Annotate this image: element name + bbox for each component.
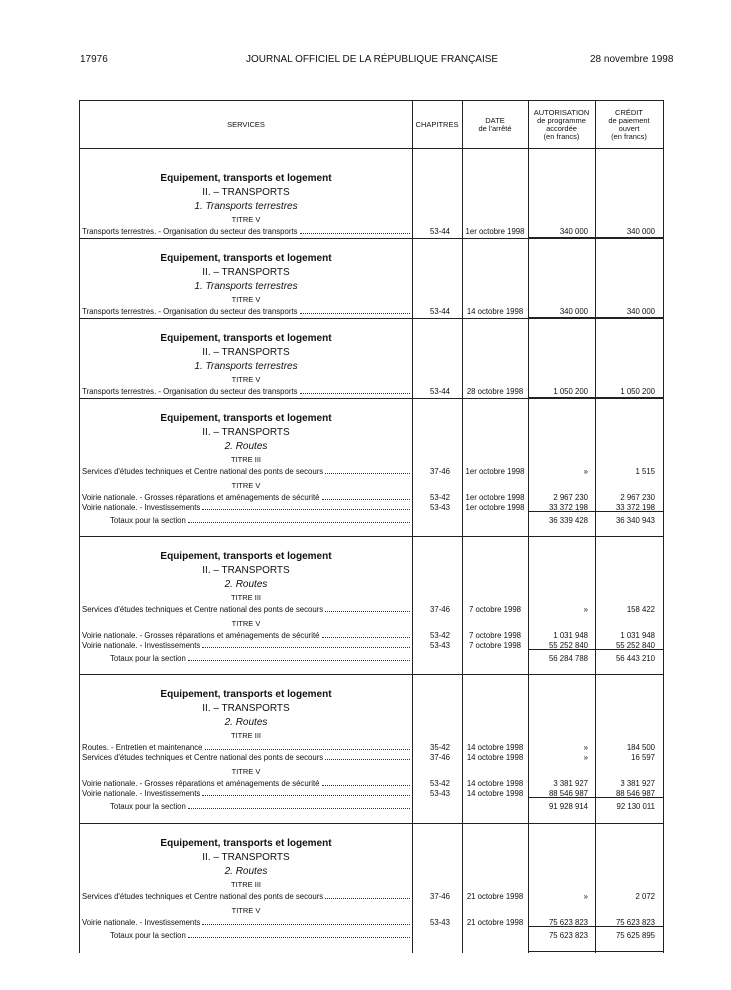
chapitre-cell: 53-43: [430, 503, 450, 512]
subsection-heading: [80, 361, 412, 372]
titre-heading: TITRE V: [231, 215, 261, 224]
total-credit-cell: 92 130 011: [616, 802, 655, 811]
section-separator: [80, 674, 663, 675]
dot-leader: [202, 641, 410, 648]
section-heading: II. – TRANSPORTS: [202, 703, 290, 714]
dot-leader: [188, 931, 410, 938]
chapitre-cell: 53-42: [430, 493, 450, 502]
row-label: Voirie nationale. - Grosses réparations et aménagements de sécurité: [82, 493, 320, 502]
row-label: Totaux pour la section: [110, 931, 186, 940]
service-row-label: [82, 467, 410, 476]
autorisation-cell: »: [583, 467, 588, 476]
subsection-text: 1. Transports terrestres: [194, 361, 298, 372]
section-heading: II. – TRANSPORTS: [202, 565, 290, 576]
total-credit-cell: 36 340 943: [615, 516, 655, 525]
chapitre-cell: 53-44: [430, 227, 450, 236]
total-autorisation-cell: 56 284 788: [548, 654, 588, 663]
autorisation-cell: »: [583, 743, 588, 752]
dot-leader: [325, 467, 410, 474]
total-credit-cell: 56 443 210: [615, 654, 655, 663]
service-row-label: [82, 743, 410, 752]
service-row-label: [82, 493, 410, 502]
autorisation-cell: »: [583, 892, 588, 901]
titre-heading: TITRE V: [231, 375, 261, 384]
dot-leader: [325, 605, 410, 612]
autorisation-cell: 2 967 230: [553, 493, 588, 502]
credit-cell: 1 515: [635, 467, 655, 476]
titre-heading: TITRE V: [231, 767, 261, 776]
date-cell: 21 octobre 1998: [466, 892, 524, 901]
dot-leader: [202, 503, 410, 510]
column-divider: [412, 101, 413, 953]
column-header-autorisation: AUTORISATION de programme accordée (en francs): [533, 107, 590, 141]
date-cell: 21 octobre 1998: [466, 918, 524, 927]
chapitre-cell: 53-44: [430, 307, 450, 316]
row-label: Services d'études techniques et Centre national des ponts de secours: [82, 605, 324, 614]
row-label: Voirie nationale. - Grosses réparations et aménagements de sécurité: [82, 779, 320, 788]
issue-date: 28 novembre 1998: [590, 54, 674, 65]
header-rule: [80, 148, 663, 149]
subsection-text: 2. Routes: [224, 441, 268, 452]
section-separator: [80, 536, 663, 537]
dot-leader: [202, 789, 410, 796]
ministry-heading: Equipement, transports et logement: [160, 173, 332, 184]
row-label: Totaux pour la section: [110, 516, 186, 525]
ministry-heading: Equipement, transports et logement: [160, 551, 332, 562]
service-row-label: [82, 387, 410, 396]
credit-cell: 184 500: [626, 743, 655, 752]
titre-heading: TITRE V: [231, 619, 261, 628]
column-header-date: DATE de l'arrêté: [478, 115, 512, 133]
service-row-label: [82, 892, 410, 901]
date-cell: 1er octobre 1998: [465, 227, 525, 236]
row-label: Voirie nationale. - Investissements: [82, 789, 201, 798]
credit-cell: 33 372 198: [615, 503, 655, 512]
credit-cell: 3 381 927: [620, 779, 655, 788]
totals-row: [110, 931, 410, 940]
ministry-heading: Equipement, transports et logement: [160, 838, 332, 849]
subsection-heading: [80, 201, 412, 212]
credit-cell: 2 967 230: [620, 493, 655, 502]
row-label: Services d'études techniques et Centre national des ponts de secours: [82, 467, 324, 476]
service-row-label: [82, 227, 410, 236]
total-autorisation-cell: 75 623 823: [548, 931, 588, 940]
ministry-heading: Equipement, transports et logement: [160, 689, 332, 700]
titre-heading: TITRE V: [231, 906, 261, 915]
row-label: Transports terrestres. - Organisation du secteur des transports: [82, 307, 298, 316]
credit-cell: 1 031 948: [620, 631, 655, 640]
dot-leader: [188, 654, 410, 661]
credit-cell: 340 000: [626, 227, 655, 236]
row-label: Voirie nationale. - Investissements: [82, 918, 201, 927]
row-label: Services d'études techniques et Centre national des ponts de secours: [82, 892, 324, 901]
date-cell: 1er octobre 1998: [465, 467, 525, 476]
dot-leader: [322, 779, 410, 786]
credit-cell: 55 252 840: [615, 641, 655, 650]
row-label: Totaux pour la section: [110, 802, 186, 811]
date-cell: 14 octobre 1998: [466, 789, 524, 798]
totals-row: [110, 802, 410, 811]
dot-leader: [322, 493, 410, 500]
total-autorisation-cell: 91 928 914: [548, 802, 588, 811]
section-separator: [80, 238, 663, 239]
total-credit-cell: 75 625 895: [615, 931, 655, 940]
chapitre-cell: 37-46: [430, 467, 450, 476]
titre-heading: TITRE III: [231, 593, 261, 602]
autorisation-cell: 340 000: [559, 227, 588, 236]
dot-leader: [322, 631, 410, 638]
autorisation-cell: 340 000: [559, 307, 588, 316]
credit-cell: 75 623 823: [615, 918, 655, 927]
totals-row: [110, 654, 410, 663]
titre-heading: TITRE III: [231, 880, 261, 889]
service-row-label: [82, 605, 410, 614]
autorisation-cell: 55 252 840: [548, 641, 588, 650]
ministry-heading: Equipement, transports et logement: [160, 253, 332, 264]
dot-leader: [300, 227, 410, 234]
subsection-text: 2. Routes: [224, 866, 268, 877]
totals-row: [110, 516, 410, 525]
row-label: Voirie nationale. - Grosses réparations et aménagements de sécurité: [82, 631, 320, 640]
row-label: Voirie nationale. - Investissements: [82, 641, 201, 650]
section-heading: II. – TRANSPORTS: [202, 267, 290, 278]
dot-leader: [188, 516, 410, 523]
service-row-label: [82, 753, 410, 762]
titre-heading: TITRE III: [231, 731, 261, 740]
date-cell: 14 octobre 1998: [466, 753, 524, 762]
date-cell: 1er octobre 1998: [465, 493, 525, 502]
service-row-label: [82, 789, 410, 798]
row-label: Totaux pour la section: [110, 654, 186, 663]
dot-leader: [325, 753, 410, 760]
column-header-services: SERVICES: [227, 119, 265, 129]
subsection-heading: [80, 866, 412, 877]
dot-leader: [300, 307, 410, 314]
subsection-text: 1. Transports terrestres: [194, 201, 298, 212]
subsection-heading: [80, 281, 412, 292]
credit-cell: 340 000: [626, 307, 655, 316]
subtotal-rule: [528, 511, 663, 512]
subtotal-rule: [528, 649, 663, 650]
chapitre-cell: 53-42: [430, 631, 450, 640]
column-header-chapitres: CHAPITRES: [415, 119, 459, 129]
date-cell: 7 octobre 1998: [468, 631, 522, 640]
page-number: 17976: [80, 54, 108, 65]
autorisation-cell: 88 546 987: [548, 789, 588, 798]
journal-title: JOURNAL OFFICIEL DE LA RÉPUBLIQUE FRANÇAISE: [246, 54, 499, 65]
subsection-heading: [80, 717, 412, 728]
credit-cell: 1 050 200: [620, 387, 655, 396]
service-row-label: [82, 631, 410, 640]
autorisation-cell: »: [583, 605, 588, 614]
credit-cell: 158 422: [626, 605, 655, 614]
service-row-label: [82, 307, 410, 316]
section-heading: II. – TRANSPORTS: [202, 852, 290, 863]
dot-leader: [300, 387, 410, 394]
row-label: Voirie nationale. - Investissements: [82, 503, 201, 512]
dot-leader: [188, 802, 410, 809]
autorisation-cell: 1 031 948: [553, 631, 588, 640]
ministry-heading: Equipement, transports et logement: [160, 413, 332, 424]
service-row-label: [82, 918, 410, 927]
section-heading: II. – TRANSPORTS: [202, 187, 290, 198]
service-row-label: [82, 641, 410, 650]
dot-leader: [202, 918, 410, 925]
section-heading: II. – TRANSPORTS: [202, 427, 290, 438]
titre-heading: TITRE V: [231, 481, 261, 490]
chapitre-cell: 37-46: [430, 753, 450, 762]
subtotal-rule: [528, 797, 663, 798]
date-cell: 14 octobre 1998: [466, 307, 524, 316]
chapitre-cell: 53-43: [430, 641, 450, 650]
service-row-label: [82, 503, 410, 512]
credits-table: [79, 100, 664, 953]
credit-cell: 88 546 987: [615, 789, 655, 798]
ministry-heading: Equipement, transports et logement: [160, 333, 332, 344]
subsection-heading: [80, 579, 412, 590]
dot-leader: [325, 892, 410, 899]
row-label: Services d'études techniques et Centre national des ponts de secours: [82, 753, 324, 762]
total-autorisation-cell: 36 339 428: [548, 516, 588, 525]
chapitre-cell: 53-42: [430, 779, 450, 788]
section-separator: [80, 398, 663, 399]
chapitre-cell: 53-43: [430, 918, 450, 927]
section-separator: [80, 823, 663, 824]
credit-cell: 16 597: [631, 753, 655, 762]
column-header-credit: CRÉDIT de paiement ouvert (en francs): [608, 107, 650, 141]
row-label: Routes. - Entretien et maintenance: [82, 743, 203, 752]
row-label: Transports terrestres. - Organisation du secteur des transports: [82, 227, 298, 236]
subsection-text: 1. Transports terrestres: [194, 281, 298, 292]
chapitre-cell: 37-46: [430, 605, 450, 614]
autorisation-cell: 3 381 927: [553, 779, 588, 788]
chapitre-cell: 53-44: [430, 387, 450, 396]
table-bottom-rule: [528, 951, 663, 952]
subsection-heading: [80, 441, 412, 452]
chapitre-cell: 35-42: [430, 743, 450, 752]
credit-cell: 2 072: [635, 892, 655, 901]
row-label: Transports terrestres. - Organisation du secteur des transports: [82, 387, 298, 396]
autorisation-cell: »: [583, 753, 588, 762]
titre-heading: TITRE III: [231, 455, 261, 464]
subsection-text: 2. Routes: [224, 717, 268, 728]
date-cell: 14 octobre 1998: [466, 779, 524, 788]
dot-leader: [205, 743, 411, 750]
autorisation-cell: 75 623 823: [548, 918, 588, 927]
section-separator: [80, 318, 663, 319]
chapitre-cell: 37-46: [430, 892, 450, 901]
date-cell: 28 octobre 1998: [466, 387, 524, 396]
chapitre-cell: 53-43: [430, 789, 450, 798]
date-cell: 14 octobre 1998: [466, 743, 524, 752]
section-heading: II. – TRANSPORTS: [202, 347, 290, 358]
subsection-text: 2. Routes: [224, 579, 268, 590]
date-cell: 7 octobre 1998: [468, 605, 522, 614]
date-cell: 1er octobre 1998: [465, 503, 525, 512]
subtotal-rule: [528, 926, 663, 927]
autorisation-cell: 1 050 200: [553, 387, 588, 396]
date-cell: 7 octobre 1998: [468, 641, 522, 650]
service-row-label: [82, 779, 410, 788]
autorisation-cell: 33 372 198: [548, 503, 588, 512]
titre-heading: TITRE V: [231, 295, 261, 304]
